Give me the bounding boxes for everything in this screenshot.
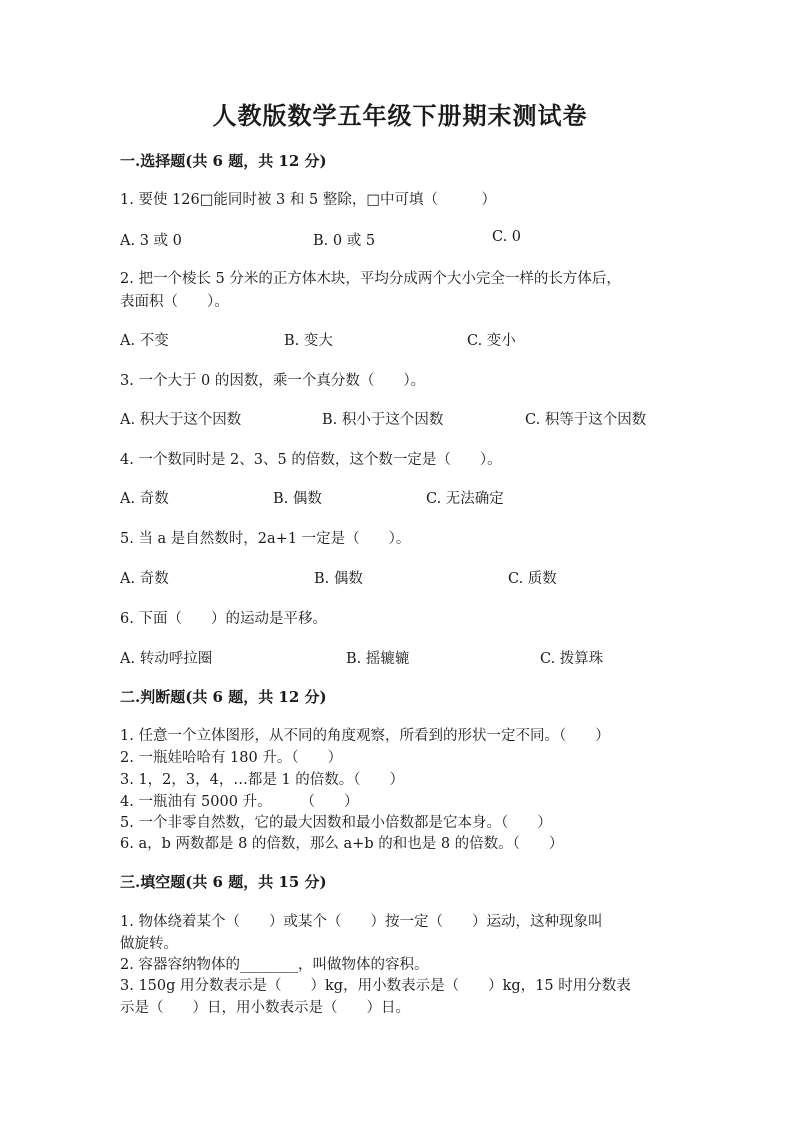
fill-in-item-3-line2: 示是（ ）日，用小数表示是（ ）日。 xyxy=(120,1000,410,1016)
question-6-text: 6. 下面（ ）的运动是平移。 xyxy=(120,611,327,627)
question-2-text-line1: 2. 把一个棱长 5 分米的正方体木块，平均分成两个大小完全一样的长方体后， xyxy=(120,271,621,287)
question-1-options xyxy=(0,229,800,251)
judgement-item-2: 2. 一瓶娃哈哈有 180 升。（ ） xyxy=(120,750,343,766)
question-2-options xyxy=(0,329,800,351)
option-a: A. 奇数 xyxy=(120,571,169,587)
option-c: C. 无法确定 xyxy=(426,491,504,507)
option-b: B. 变大 xyxy=(284,333,333,349)
judgement-item-4: 4. 一瓶油有 5000 升。 （ ） xyxy=(120,794,359,810)
question-4-options xyxy=(0,487,800,509)
option-b: B. 摇辘辘 xyxy=(346,651,410,667)
fill-in-item-3-line1: 3. 150g 用分数表示是（ ）kg，用小数表示是（ ）kg，15 时用分数表 xyxy=(120,978,631,994)
option-a: A. 积大于这个因数 xyxy=(120,412,242,428)
option-c: C. 积等于这个因数 xyxy=(525,412,647,428)
option-b: B. 0 或 5 xyxy=(313,233,376,249)
judgement-item-1: 1. 任意一个立体图形，从不同的角度观察，所看到的形状一定不同。（ ） xyxy=(120,728,610,744)
judgement-item-3: 3. 1，2，3，4，…都是 1 的倍数。（ ） xyxy=(120,772,405,788)
option-c: C. 0 xyxy=(492,229,522,245)
option-a: A. 不变 xyxy=(120,333,169,349)
option-c: C. 拨算珠 xyxy=(540,651,604,667)
question-5-options xyxy=(0,567,800,589)
option-b: B. 偶数 xyxy=(314,571,363,587)
section-heading-fill-in: 三.填空题(共 6 题，共 15 分) xyxy=(120,873,327,891)
section-heading-judgement: 二.判断题(共 6 题，共 12 分) xyxy=(120,688,327,706)
option-a: A. 3 或 0 xyxy=(120,233,182,249)
question-6-options xyxy=(0,647,800,669)
fill-in-item-1-line2: 做旋转。 xyxy=(120,936,178,952)
question-1-text: 1. 要使 126□能同时被 3 和 5 整除，□中可填（ ） xyxy=(120,192,497,208)
section-heading-choice: 一.选择题(共 6 题，共 12 分) xyxy=(120,152,327,170)
question-3-options xyxy=(0,408,800,430)
option-a: A. 奇数 xyxy=(120,491,169,507)
question-4-text: 4. 一个数同时是 2、3、5 的倍数，这个数一定是（ ）。 xyxy=(120,452,502,468)
judgement-item-6: 6. a，b 两数都是 8 的倍数，那么 a+b 的和也是 8 的倍数。（ ） xyxy=(120,836,564,852)
option-a: A. 转动呼拉圈 xyxy=(120,651,213,667)
judgement-item-5: 5. 一个非零自然数，它的最大因数和最小倍数都是它本身。（ ） xyxy=(120,815,552,831)
question-5-text: 5. 当 a 是自然数时，2a+1 一定是（ ）。 xyxy=(120,531,411,547)
page-title: 人教版数学五年级下册期末测试卷 xyxy=(212,101,588,130)
option-c: C. 质数 xyxy=(508,571,557,587)
option-b: B. 偶数 xyxy=(273,491,322,507)
fill-in-item-2: 2. 容器容纳物体的________，叫做物体的容积。 xyxy=(120,957,429,973)
question-3-text: 3. 一个大于 0 的因数，乘一个真分数（ ）。 xyxy=(120,373,426,389)
option-c: C. 变小 xyxy=(467,333,516,349)
fill-in-item-1-line1: 1. 物体绕着某个（ ）或某个（ ）按一定（ ）运动，这种现象叫 xyxy=(120,914,603,930)
question-2-text-line2: 表面积（ ）。 xyxy=(120,294,229,310)
option-b: B. 积小于这个因数 xyxy=(322,412,444,428)
